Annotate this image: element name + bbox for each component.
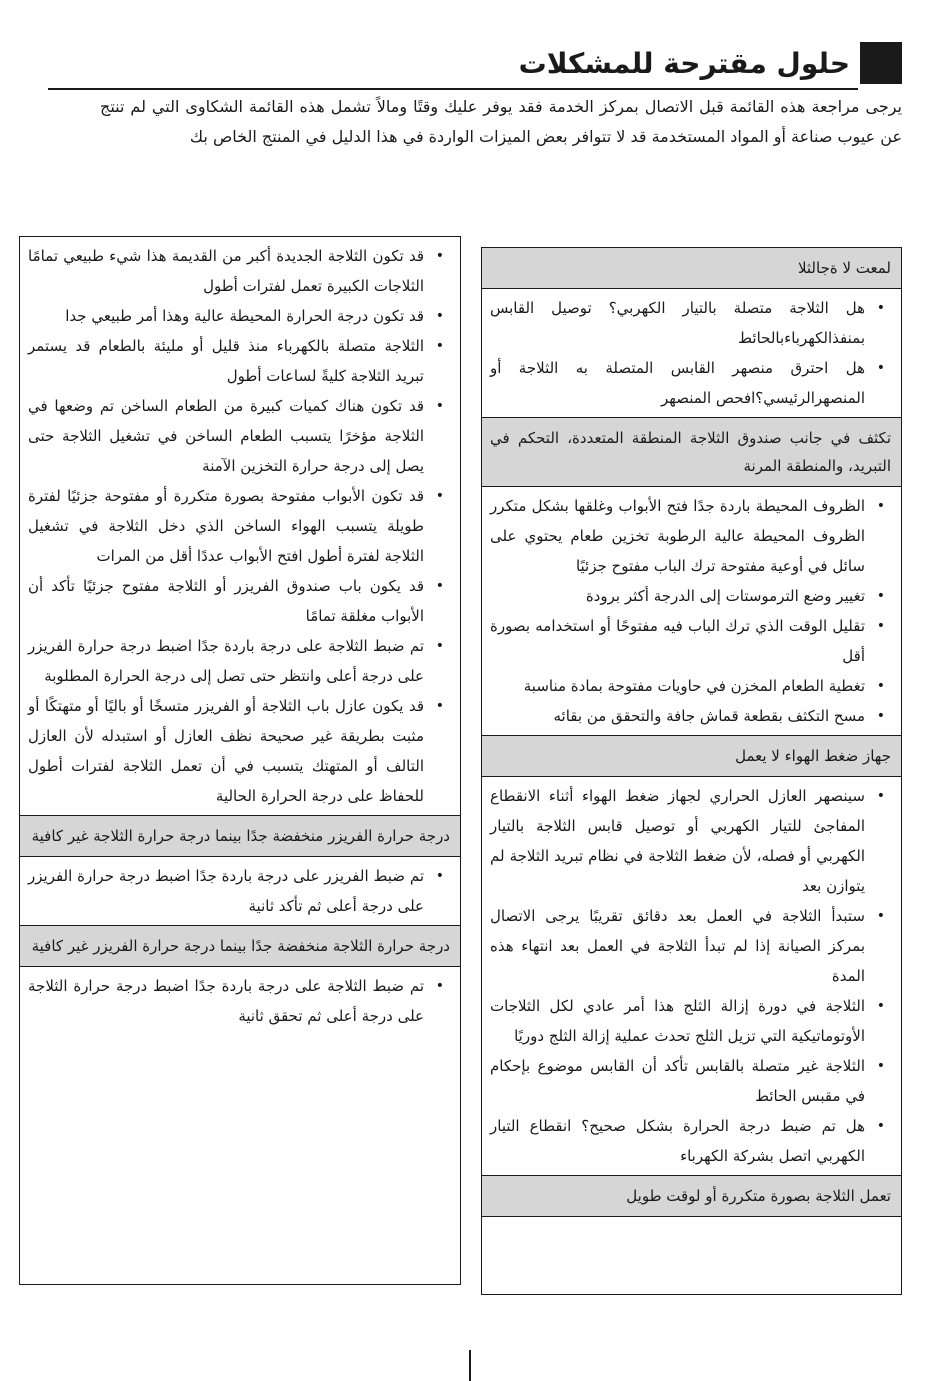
section-body: [20, 857, 460, 925]
title-rule: [48, 88, 858, 90]
bullet-list: [28, 241, 450, 811]
section-heading: تعمل الثلاجة بصورة متكررة أو لوقت طويل: [482, 1175, 901, 1217]
section-body: [20, 237, 460, 815]
list-item: • ستبدأ الثلاجة في العمل بعد دقائق تقريبًا يرجى الاتصال بمركز الصيانة إذا لم تبدأ الثلاجة في العمل بعد انتهاء هذه المدة: [490, 901, 891, 991]
list-item: • هل احترق منصهر القابس المتصلة به الثلاجة أو المنصهرالرئيسي؟افحص المنصهر: [490, 353, 891, 413]
section-body: [482, 487, 901, 735]
list-item: • قد تكون هناك كميات كبيرة من الطعام الساخن تم وضعها في الثلاجة مؤخرًا يتسبب الطعام الساخن في تشغيل الثلاجة حتى يصل إلى درجة حرارة التخزين الآمنة: [28, 391, 450, 481]
list-item: • تقليل الوقت الذي ترك الباب فيه مفتوحًا أو استخدامه بصورة أقل: [490, 611, 891, 671]
bullet-list: [28, 861, 450, 921]
section-body: [20, 967, 460, 1035]
intro-paragraph: يرجى مراجعة هذه القائمة قبل الاتصال بمركز الخدمة فقد يوفر عليك وقتًا ومالاً تشمل هذه القائمة الشكاوى التي لم تنتج عن عيوب صناعة أو المواد المستخدمة قد لا تتوافر بعض الميزات الواردة في هذا الدليل في المنتج الخاص بك: [100, 97, 902, 146]
section-heading: درجة حرارة الثلاجة منخفضة جدًا بينما درجة حرارة الفريزر غير كافية: [20, 925, 460, 967]
list-item: • مسح التكثف بقطعة قماش جافة والتحقق من بقائه: [490, 701, 891, 731]
list-item: • قد يكون باب صندوق الفريزر أو الثلاجة مفتوح جزئيًا تأكد أن الأبواب مغلقة تمامًا: [28, 571, 450, 631]
list-item: • هل الثلاجة متصلة بالتيار الكهربي؟ توصيل القابس بمنفذالكهرباءبالحائط: [490, 293, 891, 353]
list-item: • قد تكون الثلاجة الجديدة أكبر من القديمة هذا شيء طبيعي تمامًا الثلاجات الكبيرة تعمل لفترات أطول: [28, 241, 450, 301]
list-item: • قد يكون عازل باب الثلاجة أو الفريزر متسخًا أو باليًا أو متهتكًا أو مثبت بطريقة غير صحيحة نظف العازل أو استبدله لأن العازل التالف أو المتهتك يتسبب في أن تعمل الثلاجة لفترات أطول للحفاظ على درجة الحرارة الحالية: [28, 691, 450, 811]
page-bottom-marker: [469, 1350, 471, 1381]
list-item: • الظروف المحيطة باردة جدًا فتح الأبواب وغلقها بشكل متكرر الظروف المحيطة عالية الرطوبة تخزين طعام يحتوي على سائل في أوعية مفتوحة ترك الباب مفتوح جزئيًا: [490, 491, 891, 581]
list-item: • تم ضبط الفريزر على درجة باردة جدًا اضبط درجة حرارة الفريزر على درجة أعلى ثم تأكد ثانية: [28, 861, 450, 921]
left-column: [19, 236, 461, 1285]
list-item: • قد تكون الأبواب مفتوحة بصورة متكررة أو مفتوحة جزئيًا لفترة طويلة يتسبب الهواء الساخن الذي دخل الثلاجة في تشغيل الثلاجة لفترة أطول افتح الأبواب عددًا أقل من المرات: [28, 481, 450, 571]
list-item: • تغيير وضع الترموستات إلى الدرجة أكثر برودة: [490, 581, 891, 611]
list-item: • تم ضبط الثلاجة على درجة باردة جدًا اضبط درجة حرارة الثلاجة على درجة أعلى ثم تحقق ثانية: [28, 971, 450, 1031]
section-heading: درجة حرارة الفريزر منخفضة جدًا بينما درجة حرارة الثلاجة غير كافية: [20, 815, 460, 857]
bullet-list: [490, 293, 891, 413]
list-item: • تم ضبط الثلاجة على درجة باردة جدًا اضبط درجة حرارة الفريزر على درجة أعلى وانتظر حتى تصل إلى درجة الحرارة المطلوبة: [28, 631, 450, 691]
section-heading: تكثف في جانب صندوق الثلاجة المنطقة المتعددة، التحكم في التبريد، والمنطقة المرنة: [482, 417, 901, 487]
page-title: حلول مقترحة للمشكلات: [518, 46, 850, 80]
bullet-list: [28, 971, 450, 1031]
bullet-list: [490, 491, 891, 731]
title-square-icon: [860, 42, 902, 84]
list-item: • الثلاجة متصلة بالكهرباء منذ قليل أو مليئة بالطعام قد يستمر تبريد الثلاجة كليةً لساعات أطول: [28, 331, 450, 391]
list-item: • سينصهر العازل الحراري لجهاز ضغط الهواء أثناء الانقطاع المفاجئ للتيار الكهربي أو توصيل قابس الثلاجة بالتيار الكهربي أو فصله، لأن ضغط الثلاجة في نظام تبريد الثلاجة لم يتوازن بعد: [490, 781, 891, 901]
list-item: • الثلاجة في دورة إزالة الثلج هذا أمر عادي لكل الثلاجات الأوتوماتيكية التي تزيل الثلج تحدث عملية إزالة الثلج دوريًا: [490, 991, 891, 1051]
bullet-list: [490, 781, 891, 1171]
section-body: [482, 777, 901, 1175]
list-item: • هل تم ضبط درجة الحرارة بشكل صحيح؟ انقطاع التيار الكهربي اتصل بشركة الكهرباء: [490, 1111, 891, 1171]
list-item: • قد تكون درجة الحرارة المحيطة عالية وهذا أمر طبيعي جدا: [28, 301, 450, 331]
section-heading: جهاز ضغط الهواء لا يعمل: [482, 735, 901, 777]
list-item: • تغطية الطعام المخزن في حاويات مفتوحة بمادة مناسبة: [490, 671, 891, 701]
section-heading: لمعت لا ةجالثلا: [482, 248, 901, 289]
section-body: [482, 289, 901, 417]
right-column: [481, 247, 902, 1295]
title-block: [519, 38, 902, 88]
list-item: • الثلاجة غير متصلة بالقابس تأكد أن القابس موضوع بإحكام في مقبس الحائط: [490, 1051, 891, 1111]
